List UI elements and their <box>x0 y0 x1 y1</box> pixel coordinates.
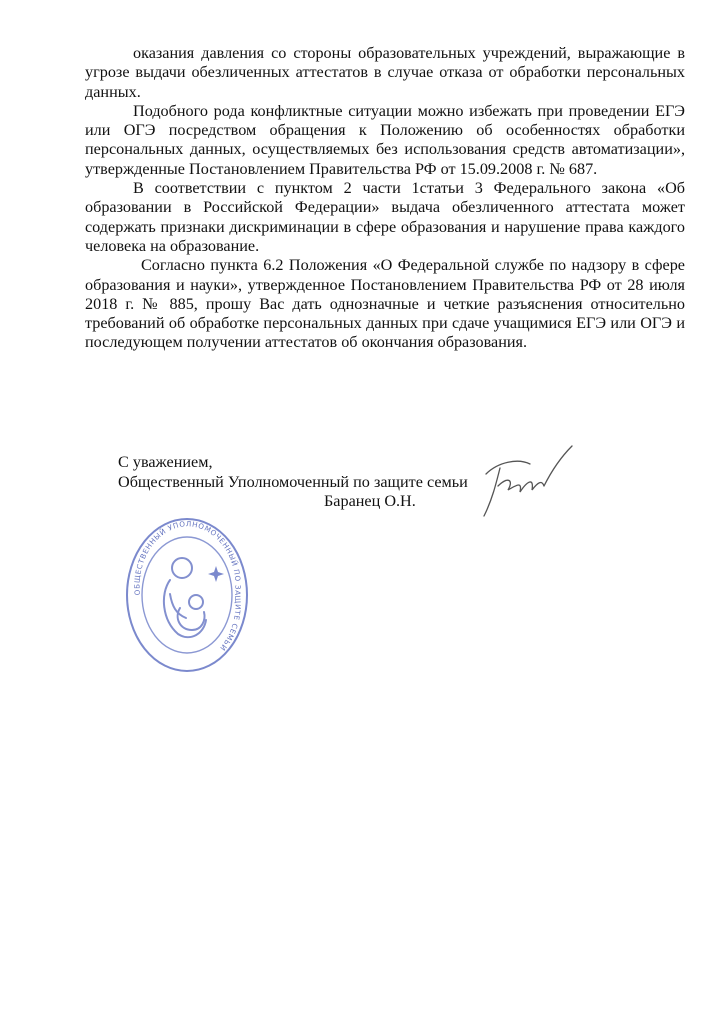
closing-name: Баранец О.Н. <box>324 492 416 510</box>
signature-mark <box>478 440 578 520</box>
stamp-text: ОБЩЕСТВЕННЫЙ УПОЛНОМОЧЕННЫЙ ПО ЗАЩИТЕ СЕМЬИ <box>132 519 243 653</box>
star-icon <box>208 566 224 582</box>
paragraph-2: Подобного рода конфликтные ситуации можно избежать при проведении ЕГЭ или ОГЭ посредством обращения к Положению об особенностях обработки персональных данных, осуществляемых без использования средств автоматизации», утвержденные Постановлением Правительства РФ от 15.09.2008 г. № 687. <box>85 101 685 178</box>
paragraph-3: В соответствии с пунктом 2 части 1статьи 3 Федерального закона «Об образовании в Российской Федерации» выдача обезличенного аттестата может содержать признаки дискриминации в сфере образования и нарушение права каждого человека на образование. <box>85 179 685 255</box>
letter-body <box>85 44 685 353</box>
closing-regards: С уважением, <box>118 453 213 471</box>
stamp-seal <box>120 510 255 680</box>
paragraph-4: Согласно пункта 6.2 Положения «О Федеральной службе по надзору в сфере образования и науки», утвержденное Постановлением Правительства РФ от 28 июля 2018 г. № 885, прошу Вас дать однозначные и четкие разъяснения относительно требований об обработке персональных данных при сдаче учащимися ЕГЭ или ОГЭ и последующем получении аттестатов об окончания образования. <box>85 256 685 352</box>
closing-position: Общественный Уполномоченный по защите семьи <box>118 472 468 491</box>
family-icon <box>164 558 206 637</box>
closing-block <box>118 453 468 512</box>
paragraph-1: оказания давления со стороны образовательных учреждений, выражающие в угрозе выдачи обезличенных аттестатов в случае отказа от обработки персональных данных. <box>85 44 685 101</box>
svg-text:ОБЩЕСТВЕННЫЙ УПОЛНОМОЧЕННЫЙ ПО <box>132 519 242 653</box>
